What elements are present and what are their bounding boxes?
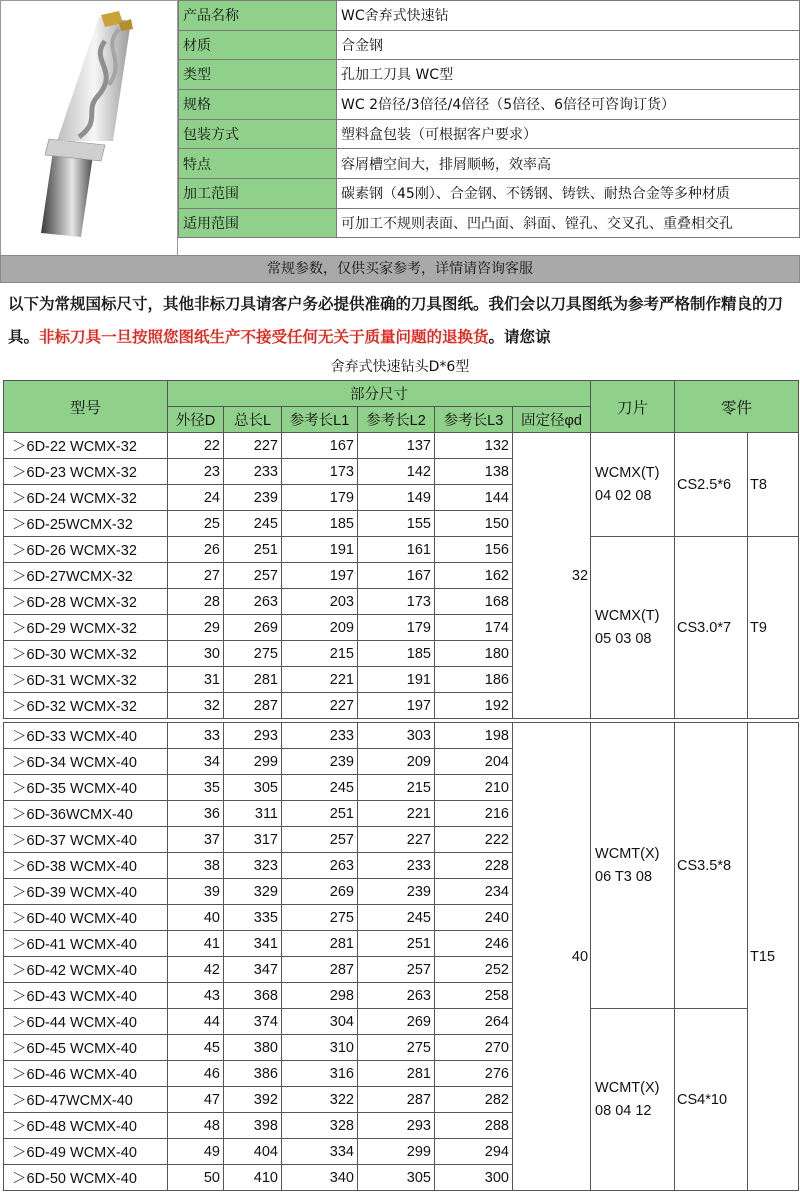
total-length-cell: 233 — [224, 459, 282, 485]
ref-length-l1-cell: 239 — [282, 749, 358, 775]
table-body — [4, 433, 799, 1191]
ref-length-l3-cell: 222 — [435, 827, 513, 853]
blade-cell — [591, 1009, 675, 1191]
ref-length-l2-cell: 257 — [358, 957, 435, 983]
spec-table — [178, 0, 800, 238]
outer-diameter-cell: 45 — [168, 1035, 224, 1061]
notice-bar: 常规参数，仅供买家参考，详情请咨询客服 — [0, 255, 800, 283]
outer-diameter-cell: 34 — [168, 749, 224, 775]
ref-length-l1-cell: 275 — [282, 905, 358, 931]
outer-diameter-cell: 27 — [168, 563, 224, 589]
model-cell: ＞6D-48 WCMX-40 — [4, 1113, 168, 1139]
ref-length-l1-cell: 209 — [282, 615, 358, 641]
spec-value: 可加工不规则表面、凹凸面、斜面、镗孔、交叉孔、重叠相交孔 — [337, 208, 800, 238]
ref-length-l1-cell: 310 — [282, 1035, 358, 1061]
header-ref-length-l1: 参考长L1 — [282, 407, 358, 433]
ref-length-l3-cell: 150 — [435, 511, 513, 537]
drill-size-table — [3, 380, 799, 1191]
spec-row — [179, 1, 800, 31]
ref-length-l3-cell: 294 — [435, 1139, 513, 1165]
model-cell: ＞6D-43 WCMX-40 — [4, 983, 168, 1009]
header-dimensions: 部分尺寸 — [168, 381, 591, 407]
model-cell: ＞6D-29 WCMX-32 — [4, 615, 168, 641]
header-model: 型号 — [4, 381, 168, 433]
header-blade: 刀片 — [591, 381, 675, 433]
screw-cell: CS2.5*6 — [675, 433, 748, 537]
ref-length-l3-cell: 252 — [435, 957, 513, 983]
total-length-cell: 368 — [224, 983, 282, 1009]
outer-diameter-cell: 36 — [168, 801, 224, 827]
spec-value: 塑料盒包装（可根据客户要求） — [337, 119, 800, 149]
spec-value: WC 2倍径/3倍径/4倍径（5倍径、6倍径可咨询订货） — [337, 89, 800, 119]
outer-diameter-cell: 44 — [168, 1009, 224, 1035]
model-cell: ＞6D-49 WCMX-40 — [4, 1139, 168, 1165]
shank-diameter-cell: 40 — [513, 723, 591, 1191]
spec-value: WC舍弃式快速钻 — [337, 1, 800, 31]
model-cell: ＞6D-45 WCMX-40 — [4, 1035, 168, 1061]
ref-length-l1-cell: 269 — [282, 879, 358, 905]
ref-length-l2-cell: 263 — [358, 983, 435, 1009]
ref-length-l2-cell: 305 — [358, 1165, 435, 1191]
ref-length-l1-cell: 215 — [282, 641, 358, 667]
header-total-length: 总长L — [224, 407, 282, 433]
ref-length-l2-cell: 209 — [358, 749, 435, 775]
total-length-cell: 269 — [224, 615, 282, 641]
model-cell: ＞6D-46 WCMX-40 — [4, 1061, 168, 1087]
header-outer-diameter: 外径D — [168, 407, 224, 433]
ref-length-l2-cell: 293 — [358, 1113, 435, 1139]
total-length-cell: 275 — [224, 641, 282, 667]
total-length-cell: 374 — [224, 1009, 282, 1035]
outer-diameter-cell: 39 — [168, 879, 224, 905]
total-length-cell: 335 — [224, 905, 282, 931]
ref-length-l2-cell: 233 — [358, 853, 435, 879]
model-cell: ＞6D-36WCMX-40 — [4, 801, 168, 827]
model-cell: ＞6D-33 WCMX-40 — [4, 723, 168, 749]
blade-model-line1: WCMT(X) — [595, 1079, 660, 1096]
ref-length-l3-cell: 264 — [435, 1009, 513, 1035]
ref-length-l1-cell: 233 — [282, 723, 358, 749]
model-cell: ＞6D-26 WCMX-32 — [4, 537, 168, 563]
outer-diameter-cell: 28 — [168, 589, 224, 615]
ref-length-l3-cell: 132 — [435, 433, 513, 459]
screw-cell: CS4*10 — [675, 1009, 748, 1191]
ref-length-l2-cell: 191 — [358, 667, 435, 693]
ref-length-l3-cell: 300 — [435, 1165, 513, 1191]
blade-model-line2: 06 T3 08 — [595, 868, 653, 885]
model-cell: ＞6D-30 WCMX-32 — [4, 641, 168, 667]
outer-diameter-cell: 50 — [168, 1165, 224, 1191]
ref-length-l3-cell: 270 — [435, 1035, 513, 1061]
total-length-cell: 392 — [224, 1087, 282, 1113]
ref-length-l3-cell: 228 — [435, 853, 513, 879]
outer-diameter-cell: 29 — [168, 615, 224, 641]
total-length-cell: 239 — [224, 485, 282, 511]
total-length-cell: 281 — [224, 667, 282, 693]
outer-diameter-cell: 33 — [168, 723, 224, 749]
description-warning: 非标刀具一旦按照您图纸生产不接受任何无关于质量问题的退换货 — [39, 328, 489, 346]
total-length-cell: 263 — [224, 589, 282, 615]
spec-row — [179, 89, 800, 119]
total-length-cell: 329 — [224, 879, 282, 905]
outer-diameter-cell: 31 — [168, 667, 224, 693]
screw-cell: CS3.0*7 — [675, 537, 748, 719]
outer-diameter-cell: 38 — [168, 853, 224, 879]
ref-length-l3-cell: 234 — [435, 879, 513, 905]
ref-length-l3-cell: 192 — [435, 693, 513, 719]
ref-length-l2-cell: 251 — [358, 931, 435, 957]
ref-length-l1-cell: 298 — [282, 983, 358, 1009]
ref-length-l2-cell: 303 — [358, 723, 435, 749]
outer-diameter-cell: 47 — [168, 1087, 224, 1113]
ref-length-l3-cell: 258 — [435, 983, 513, 1009]
total-length-cell: 257 — [224, 563, 282, 589]
ref-length-l2-cell: 269 — [358, 1009, 435, 1035]
total-length-cell: 323 — [224, 853, 282, 879]
ref-length-l2-cell: 239 — [358, 879, 435, 905]
ref-length-l1-cell: 179 — [282, 485, 358, 511]
ref-length-l3-cell: 276 — [435, 1061, 513, 1087]
model-cell: ＞6D-25WCMX-32 — [4, 511, 168, 537]
model-cell: ＞6D-50 WCMX-40 — [4, 1165, 168, 1191]
ref-length-l2-cell: 185 — [358, 641, 435, 667]
outer-diameter-cell: 25 — [168, 511, 224, 537]
spec-row — [179, 178, 800, 208]
header-shank-diameter: 固定径φd — [513, 407, 591, 433]
spec-row — [179, 60, 800, 90]
total-length-cell: 299 — [224, 749, 282, 775]
description-part3: 。请您谅 — [488, 328, 551, 346]
ref-length-l1-cell: 197 — [282, 563, 358, 589]
total-length-cell: 311 — [224, 801, 282, 827]
ref-length-l3-cell: 210 — [435, 775, 513, 801]
ref-length-l1-cell: 251 — [282, 801, 358, 827]
ref-length-l2-cell: 275 — [358, 1035, 435, 1061]
spec-label: 特点 — [179, 149, 337, 179]
total-length-cell: 317 — [224, 827, 282, 853]
blade-cell — [591, 433, 675, 537]
model-cell: ＞6D-38 WCMX-40 — [4, 853, 168, 879]
ref-length-l1-cell: 257 — [282, 827, 358, 853]
total-length-cell: 287 — [224, 693, 282, 719]
outer-diameter-cell: 46 — [168, 1061, 224, 1087]
outer-diameter-cell: 37 — [168, 827, 224, 853]
outer-diameter-cell: 32 — [168, 693, 224, 719]
ref-length-l2-cell: 215 — [358, 775, 435, 801]
spec-value: 孔加工刀具 WC型 — [337, 60, 800, 90]
model-cell: ＞6D-39 WCMX-40 — [4, 879, 168, 905]
spec-value: 合金钢 — [337, 30, 800, 60]
blade-model-line2: 08 04 12 — [595, 1102, 652, 1119]
model-cell: ＞6D-37 WCMX-40 — [4, 827, 168, 853]
table-row — [4, 723, 799, 749]
outer-diameter-cell: 48 — [168, 1113, 224, 1139]
ref-length-l3-cell: 162 — [435, 563, 513, 589]
ref-length-l2-cell: 227 — [358, 827, 435, 853]
total-length-cell: 404 — [224, 1139, 282, 1165]
ref-length-l3-cell: 186 — [435, 667, 513, 693]
outer-diameter-cell: 43 — [168, 983, 224, 1009]
header-parts: 零件 — [675, 381, 799, 433]
model-cell: ＞6D-23 WCMX-32 — [4, 459, 168, 485]
blade-cell — [591, 723, 675, 1009]
ref-length-l2-cell: 287 — [358, 1087, 435, 1113]
model-cell: ＞6D-42 WCMX-40 — [4, 957, 168, 983]
ref-length-l1-cell: 287 — [282, 957, 358, 983]
total-length-cell: 380 — [224, 1035, 282, 1061]
table-title: 舍弃式快速钻头D*6型 — [330, 359, 470, 375]
ref-length-l3-cell: 174 — [435, 615, 513, 641]
total-length-cell: 245 — [224, 511, 282, 537]
blade-cell — [591, 537, 675, 719]
ref-length-l3-cell: 180 — [435, 641, 513, 667]
outer-diameter-cell: 26 — [168, 537, 224, 563]
description-text — [8, 288, 798, 354]
ref-length-l1-cell: 173 — [282, 459, 358, 485]
ref-length-l1-cell: 227 — [282, 693, 358, 719]
model-cell: ＞6D-41 WCMX-40 — [4, 931, 168, 957]
wrench-cell: T9 — [748, 537, 799, 719]
header-ref-length-l3: 参考长L3 — [435, 407, 513, 433]
ref-length-l1-cell: 328 — [282, 1113, 358, 1139]
ref-length-l3-cell: 246 — [435, 931, 513, 957]
ref-length-l2-cell: 149 — [358, 485, 435, 511]
ref-length-l2-cell: 173 — [358, 589, 435, 615]
model-cell: ＞6D-47WCMX-40 — [4, 1087, 168, 1113]
shank-diameter-cell: 32 — [513, 433, 591, 719]
blade-model-line2: 04 02 08 — [595, 487, 652, 504]
ref-length-l3-cell: 144 — [435, 485, 513, 511]
model-cell: ＞6D-34 WCMX-40 — [4, 749, 168, 775]
wrench-cell: T15 — [748, 723, 799, 1191]
spec-row — [179, 208, 800, 238]
ref-length-l3-cell: 240 — [435, 905, 513, 931]
spec-value: 容屑槽空间大，排屑顺畅，效率高 — [337, 149, 800, 179]
outer-diameter-cell: 22 — [168, 433, 224, 459]
ref-length-l2-cell: 221 — [358, 801, 435, 827]
ref-length-l3-cell: 198 — [435, 723, 513, 749]
ref-length-l2-cell: 281 — [358, 1061, 435, 1087]
model-cell: ＞6D-35 WCMX-40 — [4, 775, 168, 801]
ref-length-l3-cell: 282 — [435, 1087, 513, 1113]
spec-row — [179, 149, 800, 179]
table-row — [4, 1009, 799, 1035]
model-cell: ＞6D-27WCMX-32 — [4, 563, 168, 589]
total-length-cell: 398 — [224, 1113, 282, 1139]
ref-length-l2-cell: 197 — [358, 693, 435, 719]
ref-length-l1-cell: 322 — [282, 1087, 358, 1113]
ref-length-l3-cell: 138 — [435, 459, 513, 485]
ref-length-l1-cell: 304 — [282, 1009, 358, 1035]
outer-diameter-cell: 35 — [168, 775, 224, 801]
model-cell: ＞6D-28 WCMX-32 — [4, 589, 168, 615]
model-cell: ＞6D-31 WCMX-32 — [4, 667, 168, 693]
header-ref-length-l2: 参考长L2 — [358, 407, 435, 433]
ref-length-l2-cell: 161 — [358, 537, 435, 563]
ref-length-l2-cell: 142 — [358, 459, 435, 485]
blade-model-line1: WCMX(T) — [595, 464, 660, 481]
total-length-cell: 293 — [224, 723, 282, 749]
ref-length-l1-cell: 221 — [282, 667, 358, 693]
ref-length-l1-cell: 245 — [282, 775, 358, 801]
screw-cell: CS3.5*8 — [675, 723, 748, 1009]
spec-value: 碳素钢（45刚）、合金钢、不锈钢、铸铁、耐热合金等多种材质 — [337, 178, 800, 208]
drill-bit-illustration — [1, 1, 177, 255]
spec-section — [0, 0, 800, 256]
ref-length-l1-cell: 334 — [282, 1139, 358, 1165]
total-length-cell: 305 — [224, 775, 282, 801]
table-row — [4, 433, 799, 459]
blade-model-line2: 05 03 08 — [595, 630, 652, 647]
description-part1: 以下为常规国标尺寸，其他非标刀具请客户务必提供准确的刀具图纸。我们会以刀具图纸为参考严格制作精良的刀具。 — [8, 295, 784, 346]
total-length-cell: 251 — [224, 537, 282, 563]
ref-length-l1-cell: 340 — [282, 1165, 358, 1191]
ref-length-l3-cell: 288 — [435, 1113, 513, 1139]
ref-length-l3-cell: 156 — [435, 537, 513, 563]
outer-diameter-cell: 24 — [168, 485, 224, 511]
spec-label: 材质 — [179, 30, 337, 60]
model-cell: ＞6D-32 WCMX-32 — [4, 693, 168, 719]
wrench-cell: T8 — [748, 433, 799, 537]
ref-length-l3-cell: 168 — [435, 589, 513, 615]
ref-length-l1-cell: 185 — [282, 511, 358, 537]
ref-length-l1-cell: 281 — [282, 931, 358, 957]
spec-row — [179, 30, 800, 60]
model-cell: ＞6D-24 WCMX-32 — [4, 485, 168, 511]
ref-length-l2-cell: 155 — [358, 511, 435, 537]
spec-label: 规格 — [179, 89, 337, 119]
ref-length-l1-cell: 263 — [282, 853, 358, 879]
spec-label: 适用范围 — [179, 208, 337, 238]
outer-diameter-cell: 40 — [168, 905, 224, 931]
ref-length-l2-cell: 299 — [358, 1139, 435, 1165]
ref-length-l3-cell: 204 — [435, 749, 513, 775]
spec-label: 包装方式 — [179, 119, 337, 149]
ref-length-l2-cell: 167 — [358, 563, 435, 589]
ref-length-l1-cell: 167 — [282, 433, 358, 459]
spec-label: 类型 — [179, 60, 337, 90]
outer-diameter-cell: 30 — [168, 641, 224, 667]
model-cell: ＞6D-22 WCMX-32 — [4, 433, 168, 459]
total-length-cell: 410 — [224, 1165, 282, 1191]
spec-label: 加工范围 — [179, 178, 337, 208]
ref-length-l1-cell: 203 — [282, 589, 358, 615]
total-length-cell: 227 — [224, 433, 282, 459]
outer-diameter-cell: 42 — [168, 957, 224, 983]
ref-length-l2-cell: 245 — [358, 905, 435, 931]
drill-product-image — [0, 0, 178, 256]
ref-length-l2-cell: 137 — [358, 433, 435, 459]
ref-length-l1-cell: 316 — [282, 1061, 358, 1087]
model-cell: ＞6D-40 WCMX-40 — [4, 905, 168, 931]
outer-diameter-cell: 23 — [168, 459, 224, 485]
ref-length-l3-cell: 216 — [435, 801, 513, 827]
blade-model-line1: WCMT(X) — [595, 845, 660, 862]
outer-diameter-cell: 49 — [168, 1139, 224, 1165]
table-row — [4, 537, 799, 563]
spec-row — [179, 119, 800, 149]
spec-label: 产品名称 — [179, 1, 337, 31]
total-length-cell: 386 — [224, 1061, 282, 1087]
model-cell: ＞6D-44 WCMX-40 — [4, 1009, 168, 1035]
total-length-cell: 341 — [224, 931, 282, 957]
total-length-cell: 347 — [224, 957, 282, 983]
ref-length-l2-cell: 179 — [358, 615, 435, 641]
blade-model-line1: WCMX(T) — [595, 607, 660, 624]
ref-length-l1-cell: 191 — [282, 537, 358, 563]
outer-diameter-cell: 41 — [168, 931, 224, 957]
